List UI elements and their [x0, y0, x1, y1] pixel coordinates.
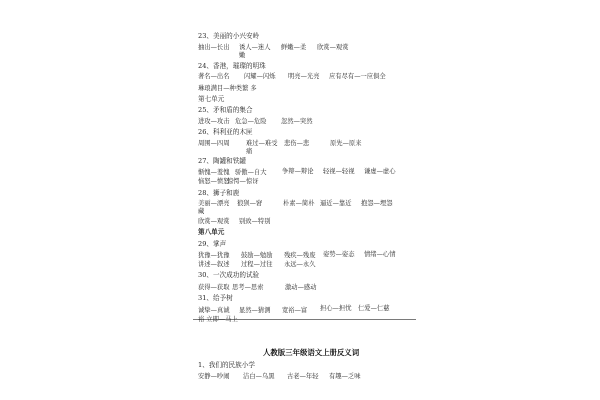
word-pair: 谦虚—虚心: [364, 168, 396, 175]
word-pair: 抱怨—埋怨: [361, 200, 393, 207]
word-pair: 恼怒—愤怒: [198, 178, 230, 185]
lesson-heading: 31、给予树: [198, 294, 233, 302]
word-pair: 朴素—简朴: [283, 200, 315, 207]
word-pair: 惊愕—惊讶: [227, 178, 259, 185]
word-pair: 情绪—心情: [364, 251, 396, 258]
word-pair: 狼狈—窘: [237, 200, 263, 207]
word-pair: 原先—原来: [330, 140, 362, 147]
lesson-heading: 27、陶罐和铁罐: [198, 157, 246, 165]
lesson-heading: 23、美丽的小兴安岭: [198, 32, 260, 40]
lesson-heading: 24、香港，璀璨的明珠: [198, 62, 266, 70]
word-pair: 永远—永久: [284, 261, 316, 268]
lesson-heading: 28、狮子和鹿: [198, 189, 240, 197]
word-pair: 洁白—乌黑: [243, 373, 275, 380]
lesson-heading: 1、我们的民族小学: [198, 361, 255, 369]
word-pair: 忽然—突然: [281, 118, 313, 125]
word-pair: 应有尽有—一应俱全: [329, 73, 386, 80]
word-pair: 残疾—残废: [284, 252, 316, 259]
word-pair: 担心—担忧: [320, 305, 352, 312]
word-pair: 抽出—长出: [198, 44, 230, 51]
word-pair: 有趣—乏味: [329, 373, 361, 380]
word-pair: 安静—吵闹: [198, 373, 230, 380]
word-pair: 裕 立即—马上: [198, 316, 238, 323]
word-pair: 激动—感动: [285, 284, 317, 291]
word-pair: 欣赏—观赏: [198, 218, 230, 225]
word-pair: 进攻—攻击: [198, 118, 230, 125]
word-pair: 鲜嫩—柔: [281, 44, 307, 51]
word-pair: 轻视—轻视: [323, 168, 355, 175]
word-pair: 痛: [246, 148, 253, 155]
word-pair: 难过—难受: [246, 140, 278, 147]
word-pair: 欣赏—观赏: [317, 44, 349, 51]
lesson-heading: 29、掌声: [198, 240, 227, 248]
lesson-heading: 30、一次成功的试验: [198, 271, 260, 279]
word-pair: 宽裕—富: [282, 307, 308, 314]
word-pair: 骄傲—自大: [235, 169, 267, 176]
word-pair: 美丽—漂亮: [198, 200, 230, 207]
word-pair: 讲述—叙述: [198, 261, 230, 268]
word-pair: 姿势—姿态: [323, 251, 355, 258]
word-pair: 著名—出名: [198, 73, 230, 80]
word-pair: 闪耀—闪烁: [244, 73, 276, 80]
word-pair: 危急—危险: [235, 118, 267, 125]
word-pair: 鼓励—勉励: [241, 252, 273, 259]
lesson-heading: 26、科利亚的木匣: [198, 128, 253, 136]
word-pair: 藏: [198, 208, 205, 215]
word-pair: 显然—猜测: [239, 307, 271, 314]
word-pair: 逼近—靠近: [320, 200, 352, 207]
word-pair: 别致—特别: [239, 218, 271, 225]
word-pair: 争辩—辩论: [282, 168, 314, 175]
word-pair: 悲伤—悲: [284, 140, 310, 147]
word-pair: 琳琅满目—种类繁 多: [198, 85, 257, 92]
word-pair: 周围—四周: [198, 140, 230, 147]
word-pair: 嫩: [239, 52, 246, 59]
lesson-heading: 25、矛和盾的集合: [198, 106, 253, 114]
word-pair: 诱人—迷人: [239, 44, 271, 51]
lesson-heading: 第七单元: [198, 95, 225, 103]
word-pair: 犹豫—犹豫: [198, 252, 230, 259]
word-pair: 诚挚—真诚: [198, 307, 230, 314]
word-pair: 惭愧—羞愧: [198, 169, 230, 176]
word-pair: 古老—年轻: [287, 373, 319, 380]
word-pair: 过程—过往: [241, 261, 273, 268]
word-pair: 仁爱—仁慈: [358, 305, 390, 312]
word-pair: 明亮—光亮: [288, 73, 320, 80]
document-title: 人教版三年级语文上册反义词: [263, 348, 360, 357]
word-pair: 获得—获取: [198, 284, 230, 291]
lesson-heading: 第八单元: [198, 228, 225, 236]
word-pair: 思考—思索: [232, 284, 264, 291]
